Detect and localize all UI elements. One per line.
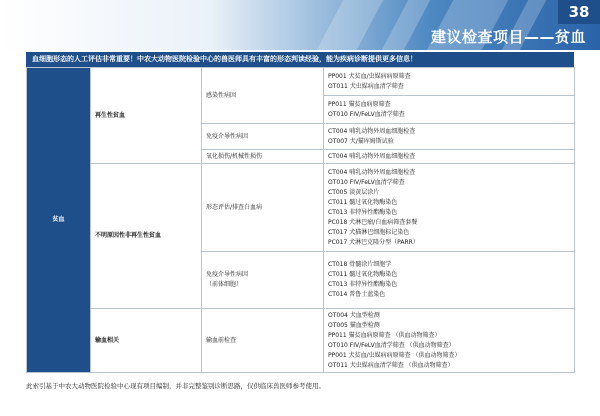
- sub-cell: 输血前检查: [202, 309, 324, 373]
- test-cell: [324, 150, 575, 164]
- page-number: 38: [558, 0, 600, 24]
- test-item: OT005 猫血型检测: [328, 321, 380, 329]
- test-item: PC017 犬淋巴克隆分型（PARR）: [328, 238, 419, 246]
- category-cell: 贫血: [27, 68, 91, 373]
- test-item: OT010 FIV/FeLV血清学筛查: [328, 110, 405, 118]
- page-header: [0, 0, 600, 50]
- test-index-table: [26, 67, 575, 373]
- sub-cell: 免疫介导性病因: [202, 124, 324, 150]
- test-item: CT013 非特异性酯酶染色: [328, 208, 398, 216]
- test-item: OT004 犬血型检测: [328, 311, 380, 319]
- group-cell: 输血相关: [91, 309, 202, 373]
- test-item: OT011 犬虫媒病血清学筛查 （供血动物筛查）: [328, 361, 454, 369]
- test-item: CT017 犬猫淋巴细胞标记染色: [328, 228, 410, 236]
- test-item: CT013 非特异性酯酶染色: [328, 281, 398, 288]
- test-item: PC018 犬淋巴瘤/白血病筛查套餐: [328, 218, 418, 226]
- test-item: OT010 FIV/FeLV血清学筛查 （供血动物筛查）: [328, 341, 455, 349]
- test-item: CT014 普鲁士蓝染色: [328, 291, 386, 298]
- test-cell: [324, 309, 575, 373]
- footer-note: 此索引基于中农大动物医院检验中心现有项目编制，并非完整鉴别诊断思路，仅供临床兽医师参考使用。: [26, 382, 325, 390]
- test-item: OT011 犬虫媒病血清学筛查: [328, 82, 404, 90]
- test-item: PP001 犬贫血/虫媒病病原筛查: [328, 72, 411, 80]
- page-title: 建议检查项目——贫血: [430, 28, 586, 46]
- sub-cell-text: 免疫介导性病因 （前体细胞）: [206, 271, 249, 288]
- test-item: PP011 猫贫血病原筛查: [328, 100, 391, 108]
- test-cell: [324, 252, 575, 309]
- test-item: CT011 髓过氧化物酶染色: [328, 198, 398, 206]
- sub-cell: [202, 252, 324, 309]
- test-cell: [324, 68, 575, 96]
- test-item: CT004 哺乳动物外周血细胞检查: [328, 152, 416, 160]
- test-cell: [324, 164, 575, 252]
- test-item: CT004 哺乳动物外周血细胞检查: [328, 127, 416, 135]
- sub-cell: 感染性病因: [202, 68, 324, 124]
- test-item: CT011 髓过氧化物酶染色: [328, 271, 398, 278]
- sub-cell: 形态评估/排查白血病: [202, 164, 324, 252]
- test-item: CT018 骨髓涂片细胞学: [328, 261, 392, 268]
- test-item: CT004 哺乳动物外周血细胞检查: [328, 168, 416, 176]
- test-cell: [324, 124, 575, 150]
- test-item: CT005 淡黄层涂片: [328, 188, 380, 196]
- test-item: PP011 猫贫血病原筛查 （供血动物筛查）: [328, 331, 441, 339]
- sub-cell: 氧化损伤/机械性损伤: [202, 150, 324, 164]
- test-item: OT007 犬/猫库姆斯试验: [328, 137, 394, 145]
- info-banner: 血细胞形态的人工评估非常重要！中农大动物医院检验中心的兽医师具有丰富的形态判读经验，能为疾病诊断提供更多信息！: [26, 52, 574, 67]
- test-item: OT010 FIV/FeLV血清学筛查: [328, 178, 405, 186]
- group-cell: 再生性贫血: [91, 68, 202, 164]
- test-item: PP001 犬贫血/虫媒病病原筛查 （供血动物筛查）: [328, 351, 461, 359]
- test-cell: [324, 96, 575, 124]
- group-cell: 不明原因性非再生性贫血: [91, 164, 202, 309]
